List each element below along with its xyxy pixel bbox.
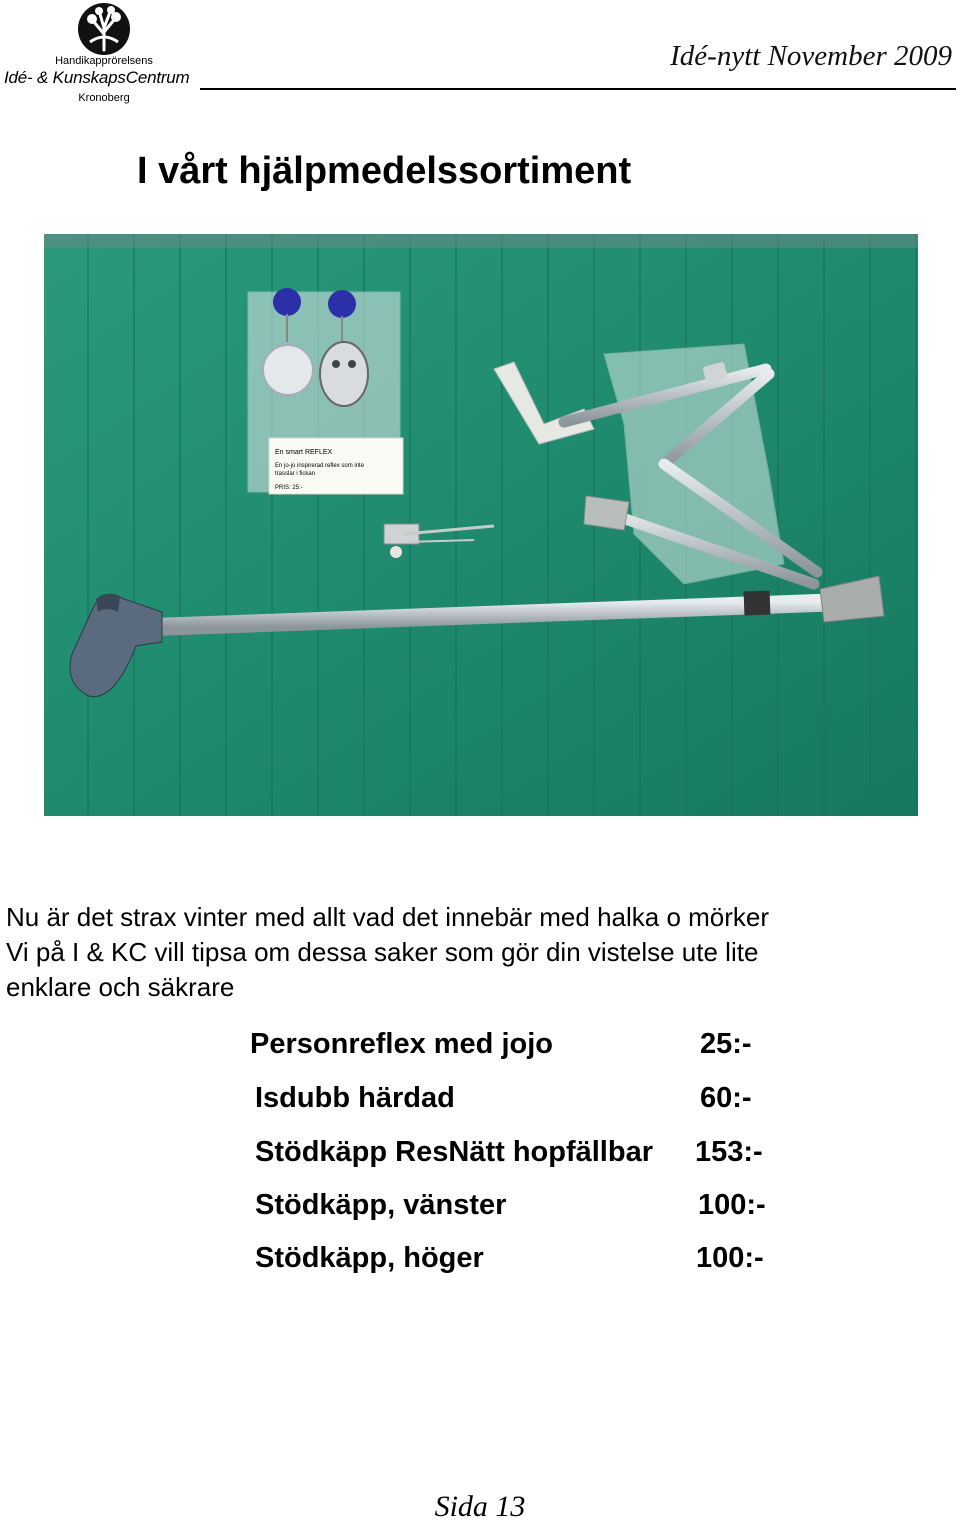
item-price: 100:- <box>696 1242 764 1274</box>
item-price: 153:- <box>695 1136 763 1168</box>
item-name: Stödkäpp, vänster <box>255 1189 507 1221</box>
tree-logo-icon <box>76 2 132 56</box>
org-name-line2: Idé- & KunskapsCentrum <box>4 68 190 87</box>
issue-title: Idé-nytt November 2009 <box>670 40 952 72</box>
organization-logo <box>4 2 204 106</box>
item-name: Isdubb härdad <box>255 1082 455 1114</box>
intro-line: enklare och säkrare <box>6 972 235 1002</box>
item-price: 25:- <box>700 1028 752 1060</box>
card-line3: trasslar i fickan <box>275 471 316 477</box>
item-price: 100:- <box>698 1189 766 1221</box>
intro-line: Vi på I & KC vill tipsa om dessa saker som gör din vistelse ute lite <box>6 937 759 967</box>
intro-line: Nu är det strax vinter med allt vad det innebär med halka o mörker <box>6 902 770 932</box>
intro-paragraph <box>6 900 946 1005</box>
card-line1: En smart REFLEX <box>275 449 333 456</box>
card-price: PRIS: 25:- <box>275 485 303 491</box>
card-line2: En jo-jo inspirerad reflex som inte <box>275 463 365 469</box>
header-rule <box>200 88 956 90</box>
item-name: Stödkäpp, höger <box>255 1242 484 1274</box>
item-name: Stödkäpp ResNätt hopfällbar <box>255 1136 653 1168</box>
page-title: I vårt hjälpmedelssortiment <box>137 150 632 192</box>
product-photo <box>44 234 918 816</box>
page-number: Sida 13 <box>434 1490 526 1523</box>
item-price: 60:- <box>700 1082 752 1114</box>
item-name: Personreflex med jojo <box>250 1028 553 1060</box>
org-name-line3: Kronoberg <box>78 92 130 104</box>
org-name-line1: Handikapprörelsens <box>55 55 153 67</box>
